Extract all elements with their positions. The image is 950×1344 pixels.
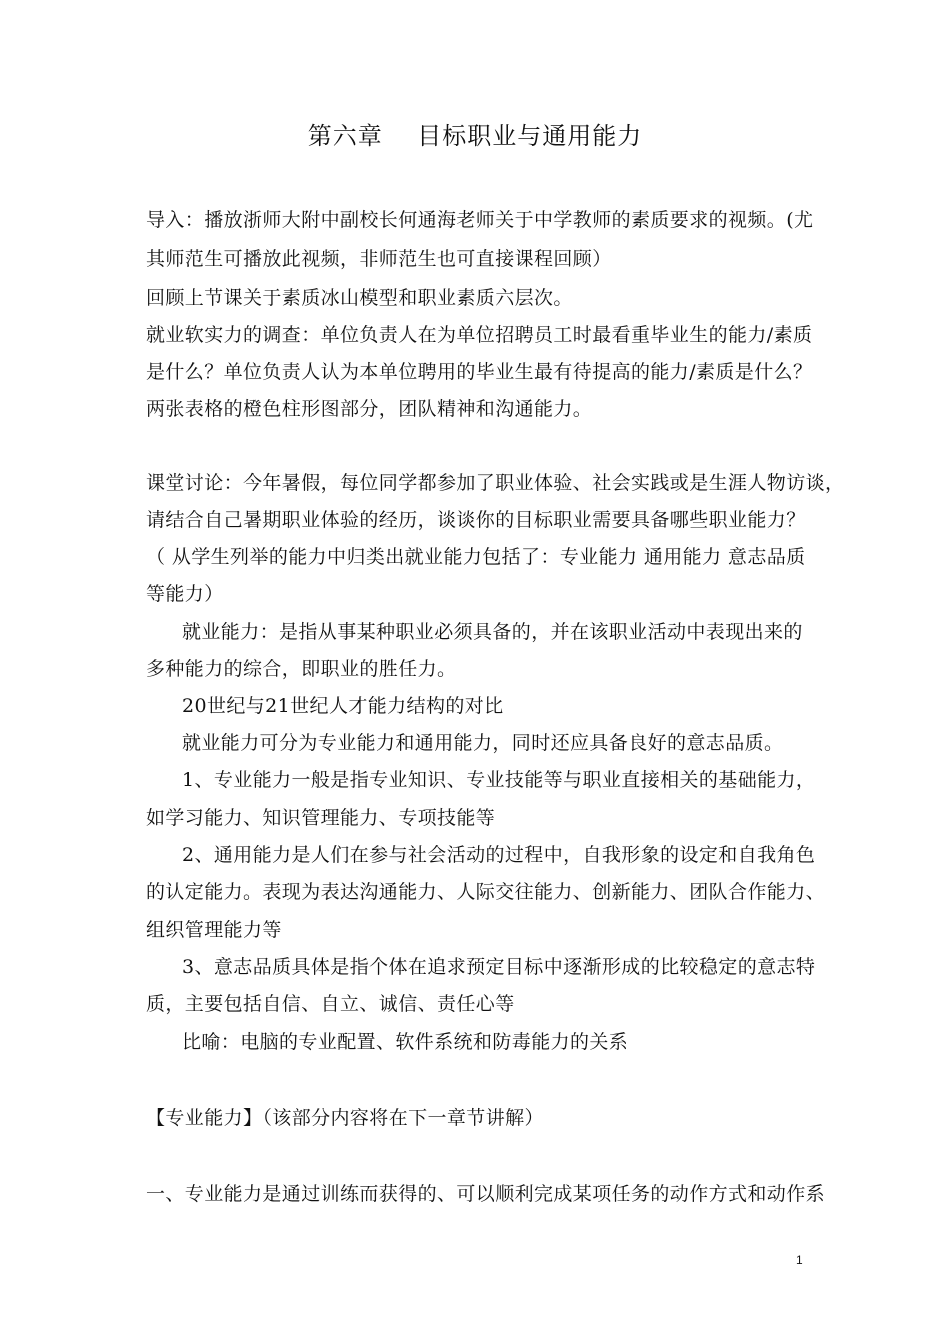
text-line: 课堂讨论：今年暑假，每位同学都参加了职业体验、社会实践或是生涯人物访谈，	[146, 472, 845, 494]
text-line: 其师范生可播放此视频，非师范生也可直接课程回顾）	[146, 248, 612, 270]
page-title: 第六章 目标职业与通用能力	[307, 122, 643, 150]
text-line: 是什么？单位负责人认为本单位聘用的毕业生最有待提高的能力/素质是什么？	[146, 361, 813, 383]
text-line: 20世纪与21世纪人才能力结构的对比	[182, 695, 504, 717]
text-line: 一、专业能力是通过训练而获得的、可以顺利完成某项任务的动作方式和动作系	[146, 1183, 826, 1205]
text-line: 等能力）	[146, 583, 224, 605]
text-line: 导入：播放浙师大附中副校长何通海老师关于中学教师的素质要求的视频。(尤	[146, 209, 814, 231]
text-line: （ 从学生列举的能力中归类出就业能力包括了：专业能力 通用能力 意志品质	[146, 546, 806, 568]
text-line: 就业软实力的调查：单位负责人在为单位招聘员工时最看重毕业生的能力/素质	[146, 324, 813, 346]
text-line: 就业能力：是指从事某种职业必须具备的，并在该职业活动中表现出来的	[182, 621, 803, 643]
text-line: 组织管理能力等	[146, 919, 282, 941]
text-line: 比喻：电脑的专业配置、软件系统和防毒能力的关系	[182, 1031, 629, 1053]
text-line: 回顾上节课关于素质冰山模型和职业素质六层次。	[146, 287, 573, 309]
text-line: 就业能力可分为专业能力和通用能力，同时还应具备良好的意志品质。	[182, 732, 784, 754]
text-line: 请结合自己暑期职业体验的经历，谈谈你的目标职业需要具备哪些职业能力？	[146, 509, 806, 531]
page-number: 1	[796, 1253, 803, 1267]
text-line: 2、通用能力是人们在参与社会活动的过程中，自我形象的设定和自我角色	[182, 844, 816, 866]
text-line: 质，主要包括自信、自立、诚信、责任心等	[146, 993, 515, 1015]
text-line: 1、专业能力一般是指专业知识、专业技能等与职业直接相关的基础能力，	[182, 769, 816, 791]
text-line: 的认定能力。表现为表达沟通能力、人际交往能力、创新能力、团队合作能力、	[146, 881, 826, 903]
section-heading: 【专业能力】（该部分内容将在下一章节讲解）	[146, 1107, 544, 1129]
text-line: 两张表格的橙色柱形图部分，团队精神和沟通能力。	[146, 398, 593, 420]
text-line: 如学习能力、知识管理能力、专项技能等	[146, 807, 496, 829]
text-line: 3、意志品质具体是指个体在追求预定目标中逐渐形成的比较稳定的意志特	[182, 956, 816, 978]
text-line: 多种能力的综合，即职业的胜任力。	[146, 658, 457, 680]
